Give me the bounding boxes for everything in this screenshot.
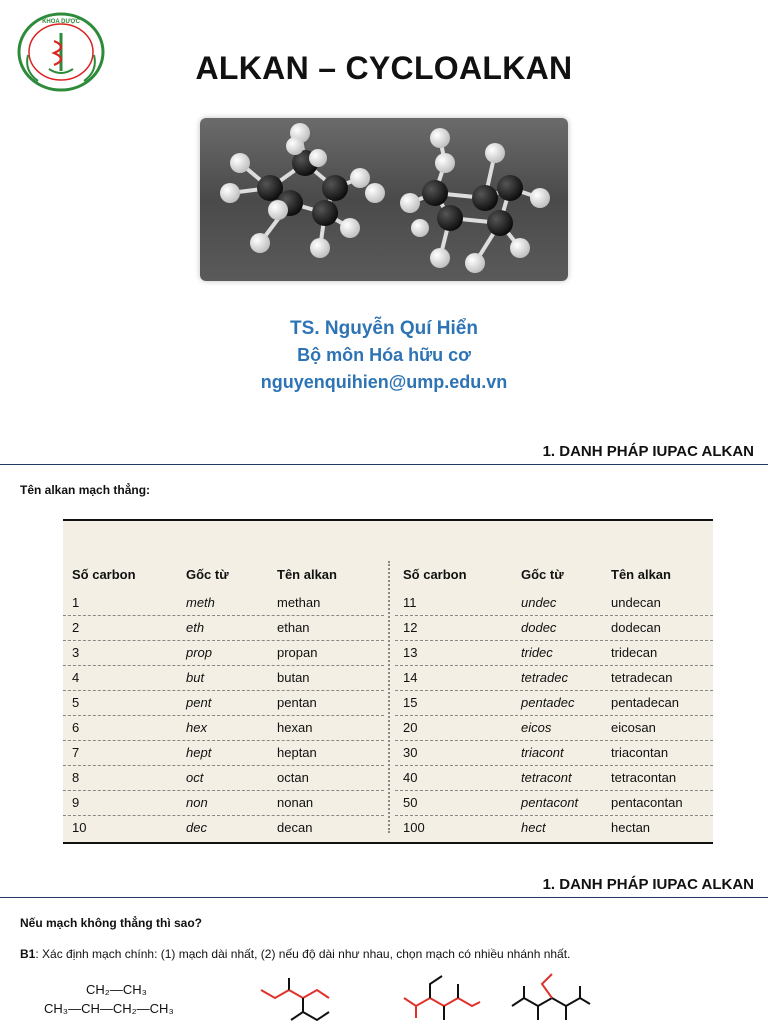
table-header — [395, 567, 713, 585]
table-row — [395, 641, 713, 666]
cell-carbon: 8 — [72, 770, 80, 785]
table-row — [395, 791, 713, 816]
cell-root: hect — [521, 820, 546, 835]
cell-name: propan — [277, 645, 318, 660]
cell-name: pentan — [277, 695, 317, 710]
cell-root: tridec — [521, 645, 553, 660]
cell-root: prop — [186, 645, 213, 660]
table-row — [63, 641, 384, 666]
logo-text: KHOA DƯỢC — [42, 19, 80, 25]
cell-name: dodecan — [611, 620, 661, 635]
author-email[interactable]: nguyenquihien@ump.edu.vn — [260, 372, 508, 392]
skeletal-structure-3 — [508, 972, 592, 1024]
author-department: Bộ môn Hóa hữu cơ — [297, 345, 471, 365]
cell-name: eicosan — [611, 720, 656, 735]
slide-title: ALKAN – CYCLOALKAN — [195, 50, 573, 86]
cell-name: tetracontan — [611, 770, 677, 785]
cell-root: eth — [186, 620, 205, 635]
cell-name: nonan — [277, 795, 314, 810]
cell-carbon: 4 — [72, 670, 80, 685]
cell-name: octan — [277, 770, 309, 785]
cell-carbon: 100 — [403, 820, 425, 835]
cell-root: pentacont — [521, 795, 579, 810]
cell-carbon: 15 — [403, 695, 418, 710]
table-row — [63, 741, 384, 766]
cell-name: undecan — [611, 595, 661, 610]
header-root: Gốc từ — [521, 567, 564, 582]
cell-name: tridecan — [611, 645, 658, 660]
cell-root: hex — [186, 720, 207, 735]
cell-carbon: 10 — [72, 820, 87, 835]
cell-name: methan — [277, 595, 321, 610]
molecule-model-photo — [200, 118, 568, 281]
cell-root: triacont — [521, 745, 564, 760]
table-header — [63, 567, 384, 585]
table-row — [63, 666, 384, 691]
table-row — [395, 741, 713, 766]
cell-carbon: 6 — [72, 720, 80, 735]
table-row — [395, 766, 713, 791]
skeletal-structure-1 — [255, 972, 335, 1024]
cell-carbon: 7 — [72, 745, 80, 760]
cell-root: tetradec — [521, 670, 568, 685]
cell-name: ethan — [277, 620, 310, 635]
cell-name: butan — [277, 670, 310, 685]
step-text — [20, 947, 570, 961]
step-label: B1 — [20, 947, 36, 961]
cell-carbon: 14 — [403, 670, 418, 685]
table-row — [395, 716, 713, 741]
cell-carbon: 11 — [403, 595, 417, 610]
table-left-half — [63, 521, 384, 842]
column-divider — [388, 561, 390, 833]
question-text: Nếu mạch không thẳng thì sao? — [20, 916, 203, 930]
cell-root: hept — [186, 745, 212, 760]
cell-carbon: 9 — [72, 795, 80, 810]
cell-name: hexan — [277, 720, 313, 735]
table-caption: Tên alkan mạch thẳng: — [20, 483, 151, 497]
table-row — [395, 591, 713, 616]
cell-name: tetradecan — [611, 670, 673, 685]
cell-root: oct — [186, 770, 204, 785]
title-slide — [0, 0, 768, 430]
cell-name: pentadecan — [611, 695, 679, 710]
table-row — [395, 691, 713, 716]
cell-name: decan — [277, 820, 313, 835]
cell-carbon: 2 — [72, 620, 80, 635]
header-divider — [0, 464, 768, 465]
cell-root: pentadec — [521, 695, 575, 710]
table-row — [63, 791, 384, 816]
header-divider-2 — [0, 897, 768, 898]
cell-carbon: 20 — [403, 720, 418, 735]
formula-bottom: CH₃—CH—CH₂—CH₃ — [44, 1001, 174, 1016]
table-right-half — [395, 521, 713, 842]
cell-carbon: 1 — [72, 595, 80, 610]
molecule-model-image — [200, 118, 568, 281]
skeletal-structure-2 — [400, 972, 482, 1024]
cell-carbon: 30 — [403, 745, 418, 760]
formula-top: CH₂—CH₃ — [86, 982, 147, 997]
table-row — [63, 766, 384, 791]
table-row — [63, 816, 384, 840]
cell-name: hectan — [611, 820, 651, 835]
cell-carbon: 13 — [403, 645, 418, 660]
section-heading-2: 1. DANH PHÁP IUPAC ALKAN — [542, 876, 754, 893]
alkane-names-table — [63, 519, 713, 844]
cell-root: dec — [186, 820, 207, 835]
cell-name: triacontan — [611, 745, 669, 760]
cell-root: but — [186, 670, 205, 685]
table-row — [395, 816, 713, 840]
cell-carbon: 40 — [403, 770, 418, 785]
cell-root: meth — [186, 595, 215, 610]
cell-root: pent — [186, 695, 212, 710]
table-row — [63, 616, 384, 641]
cell-root: dodec — [521, 620, 557, 635]
cell-carbon: 50 — [403, 795, 418, 810]
table-row — [63, 716, 384, 741]
cell-name: heptan — [277, 745, 317, 760]
cell-root: undec — [521, 595, 557, 610]
cell-carbon: 12 — [403, 620, 418, 635]
cell-root: eicos — [521, 720, 552, 735]
cell-carbon: 3 — [72, 645, 80, 660]
header-name: Tên alkan — [611, 567, 671, 582]
header-root: Gốc từ — [186, 567, 229, 582]
header-carbon: Số carbon — [72, 567, 136, 582]
table-row — [395, 666, 713, 691]
cell-root: tetracont — [521, 770, 572, 785]
author-name: TS. Nguyễn Quí Hiển — [290, 318, 478, 339]
header-carbon: Số carbon — [403, 567, 467, 582]
cell-root: non — [186, 795, 208, 810]
cell-name: pentacontan — [611, 795, 683, 810]
step-description: : Xác định mạch chính: (1) mạch dài nhất, (2) nếu độ dài như nhau, chọn mạch có nhiều nhánh nhất. — [35, 947, 571, 961]
header-name: Tên alkan — [277, 567, 337, 582]
table-row — [395, 616, 713, 641]
cell-carbon: 5 — [72, 695, 80, 710]
table-row — [63, 591, 384, 616]
table-row — [63, 691, 384, 716]
section-heading: 1. DANH PHÁP IUPAC ALKAN — [542, 443, 754, 460]
